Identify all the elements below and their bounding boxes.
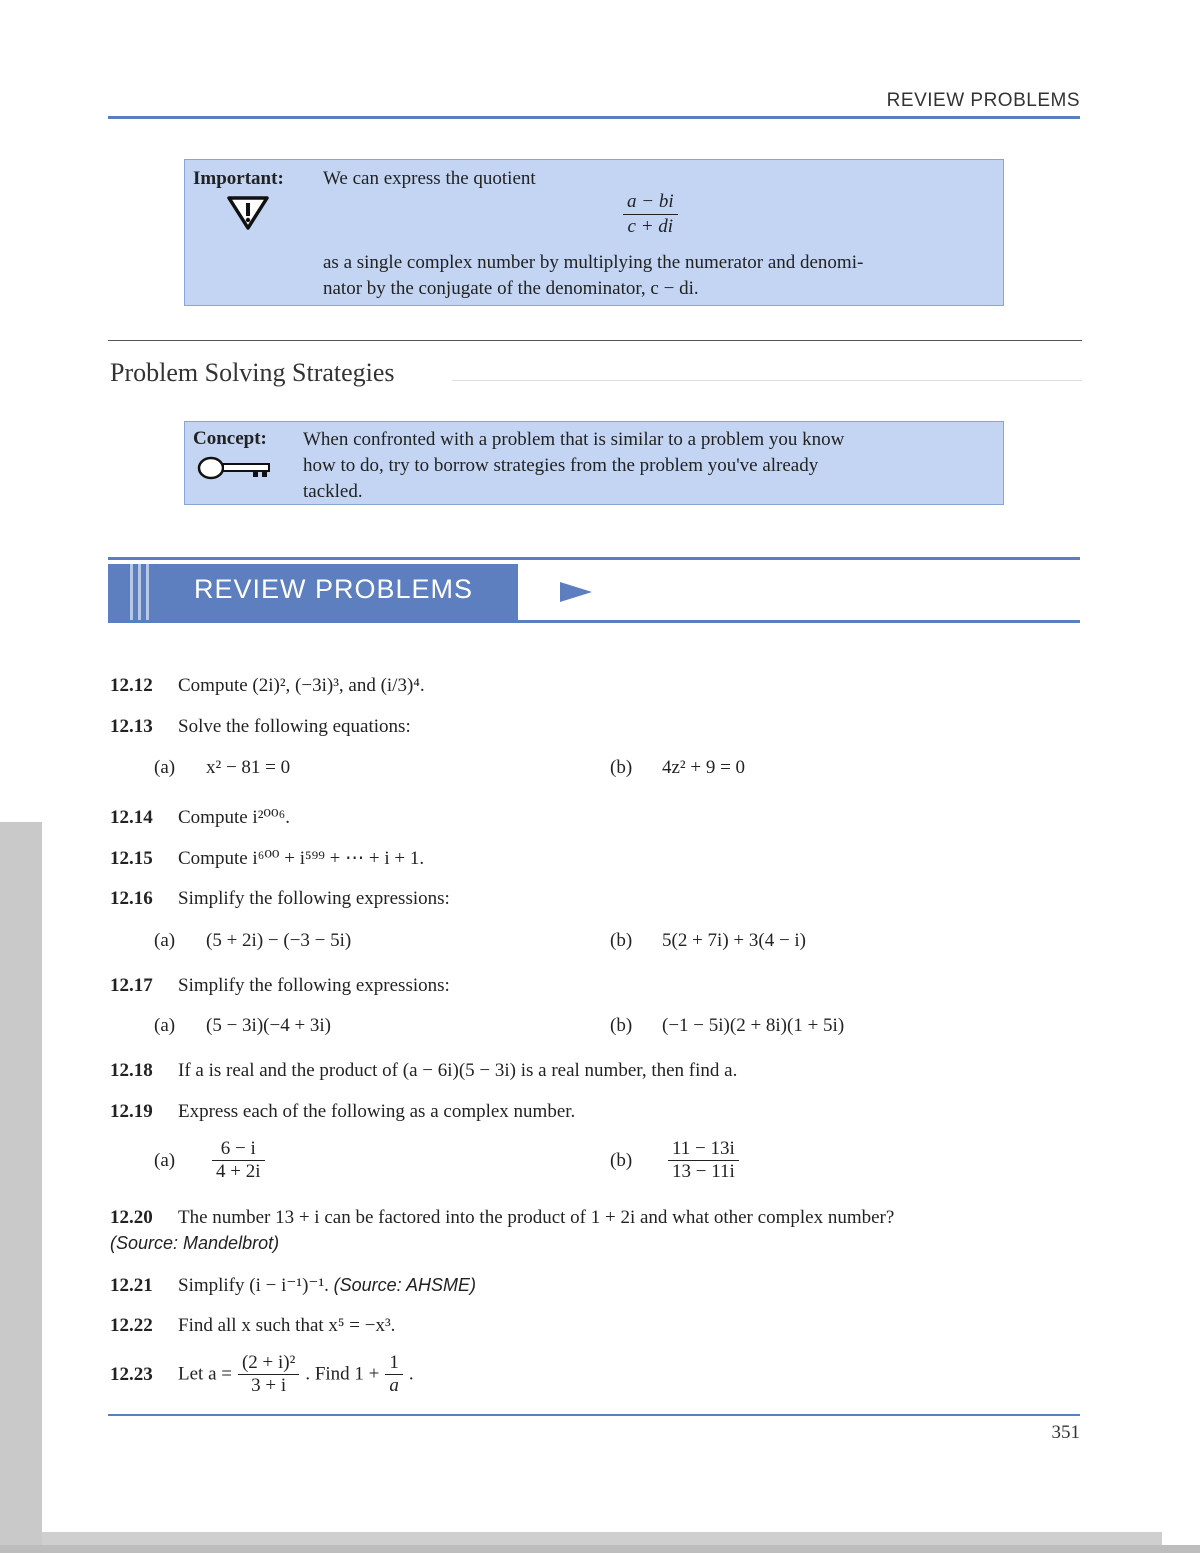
problem-12-20	[110, 1207, 894, 1229]
important-line-2: as a single complex number by multiplying the numerator and denomi-	[323, 252, 864, 273]
problem-number: 12.20	[110, 1207, 153, 1228]
fraction-denominator: a	[389, 1375, 399, 1396]
part-label: (b)	[610, 930, 633, 951]
concept-label: Concept:	[193, 428, 267, 449]
header-rule	[108, 116, 1080, 119]
fraction	[668, 1138, 739, 1183]
key-icon	[197, 456, 273, 480]
banner-stripe	[146, 564, 149, 620]
concept-line-2: how to do, try to borrow strategies from the problem you've already	[303, 455, 819, 476]
fraction-denominator: 13 − 11i	[672, 1161, 735, 1182]
problem-12-19-a	[154, 1138, 271, 1183]
part-label: (a)	[154, 1015, 176, 1036]
problem-12-17-a	[154, 1015, 331, 1037]
fraction-numerator: 6 − i	[212, 1138, 265, 1161]
problem-12-23	[110, 1352, 414, 1397]
scan-shadow-left	[0, 822, 42, 1553]
problem-number: 12.18	[110, 1060, 153, 1081]
problem-number: 12.13	[110, 716, 153, 737]
problem-12-15	[110, 847, 424, 870]
problem-text: Find all x such that x⁵ = −x³.	[178, 1315, 396, 1336]
important-fraction	[623, 190, 678, 239]
part-expression: 5(2 + 7i) + 3(4 − i)	[662, 930, 807, 951]
part-label: (a)	[154, 930, 176, 951]
fraction-numerator: a − bi	[623, 190, 678, 215]
part-expression: (−1 − 5i)(2 + 8i)(1 + 5i)	[662, 1015, 845, 1036]
problem-number: 12.12	[110, 675, 153, 696]
section-title: Problem Solving Strategies	[110, 358, 395, 387]
concept-line-1: When confronted with a problem that is similar to a problem you know	[303, 429, 845, 450]
section-title-rule	[452, 380, 1082, 381]
problem-number: 12.14	[110, 807, 153, 828]
part-expression: (5 − 3i)(−4 + 3i)	[206, 1015, 332, 1036]
problem-12-17-b	[610, 1015, 844, 1037]
important-line-3: nator by the conjugate of the denominator, c − di.	[323, 278, 699, 299]
concept-line-3: tackled.	[303, 481, 363, 502]
banner-rule-top	[108, 557, 1080, 560]
important-box	[184, 159, 1004, 306]
warning-icon	[225, 194, 271, 232]
problem-12-19	[110, 1101, 575, 1123]
problem-12-18	[110, 1060, 737, 1082]
running-head: REVIEW PROBLEMS	[886, 90, 1080, 111]
fraction-denominator: 4 + 2i	[216, 1161, 261, 1182]
scan-shadow-bottom-edge	[0, 1545, 1200, 1553]
fraction	[212, 1138, 265, 1183]
section-divider	[108, 340, 1082, 341]
banner-arrow-icon	[560, 582, 592, 602]
part-expression: 4z² + 9 = 0	[662, 757, 746, 778]
part-label: (a)	[154, 1149, 176, 1171]
problem-text: Compute i²⁰⁰⁶.	[178, 807, 290, 828]
problem-12-21	[110, 1274, 476, 1297]
problem-number: 12.16	[110, 888, 153, 909]
fraction-denominator: c + di	[627, 216, 674, 237]
part-label: (b)	[610, 1015, 633, 1036]
problem-text: Solve the following equations:	[178, 716, 411, 737]
problem-12-13-a	[154, 757, 290, 779]
problem-number: 12.23	[110, 1363, 153, 1385]
footer-rule	[108, 1414, 1080, 1416]
fraction-numerator: (2 + i)²	[238, 1352, 299, 1375]
part-label: (b)	[610, 757, 633, 778]
problem-12-22	[110, 1315, 395, 1337]
problem-number: 12.15	[110, 848, 153, 869]
part-expression: (5 + 2i) − (−3 − 5i)	[206, 930, 352, 951]
fraction	[385, 1352, 403, 1397]
problem-number: 12.17	[110, 975, 153, 996]
problem-text: Express each of the following as a complex number.	[178, 1101, 576, 1122]
fraction-numerator: 1	[385, 1352, 403, 1375]
problem-text: Simplify the following expressions:	[178, 975, 450, 996]
problem-12-12	[110, 675, 425, 697]
problem-12-17	[110, 975, 450, 997]
banner-stripe	[138, 564, 141, 620]
problem-text-pre: Let a =	[178, 1363, 232, 1385]
problem-text: Simplify the following expressions:	[178, 888, 450, 909]
concept-box	[184, 421, 1004, 505]
fraction-denominator: 3 + i	[251, 1375, 287, 1396]
problem-text-mid: . Find 1 +	[305, 1363, 380, 1385]
banner-rule-bottom	[108, 620, 1080, 623]
problem-12-16	[110, 888, 450, 910]
problem-12-14	[110, 806, 290, 829]
part-label: (a)	[154, 757, 176, 778]
problem-12-13	[110, 716, 411, 738]
banner-stripe	[130, 564, 133, 620]
banner-title: REVIEW PROBLEMS	[194, 574, 474, 604]
problem-text: The number 13 + i can be factored into the product of 1 + 2i and what other complex number?	[178, 1207, 895, 1228]
problem-text: Compute (2i)², (−3i)³, and (i/3)⁴.	[178, 675, 425, 696]
problem-12-13-b	[610, 757, 745, 779]
problem-number: 12.19	[110, 1101, 153, 1122]
problem-12-16-b	[610, 930, 806, 952]
important-label: Important:	[193, 168, 284, 189]
problem-source: (Source: AHSME)	[333, 1275, 477, 1295]
problem-text: Simplify (i − i⁻¹)⁻¹.	[178, 1275, 329, 1296]
problem-12-19-b	[610, 1138, 745, 1183]
problem-12-16-a	[154, 930, 351, 952]
problem-text-end: .	[408, 1363, 414, 1385]
important-line-1: We can express the quotient	[323, 168, 536, 189]
part-expression: x² − 81 = 0	[206, 757, 291, 778]
problem-number: 12.22	[110, 1315, 153, 1336]
problem-12-20-source: (Source: Mandelbrot)	[110, 1233, 280, 1253]
part-label: (b)	[610, 1149, 633, 1171]
problem-text: If a is real and the product of (a − 6i)(5 − 3i) is a real number, then find a.	[178, 1060, 738, 1081]
fraction	[238, 1352, 299, 1397]
fraction-numerator: 11 − 13i	[668, 1138, 739, 1161]
page-number: 351	[1051, 1422, 1080, 1443]
problem-text: Compute i⁶⁰⁰ + i⁵⁹⁹ + ⋯ + i + 1.	[178, 848, 425, 869]
problem-number: 12.21	[110, 1275, 153, 1296]
